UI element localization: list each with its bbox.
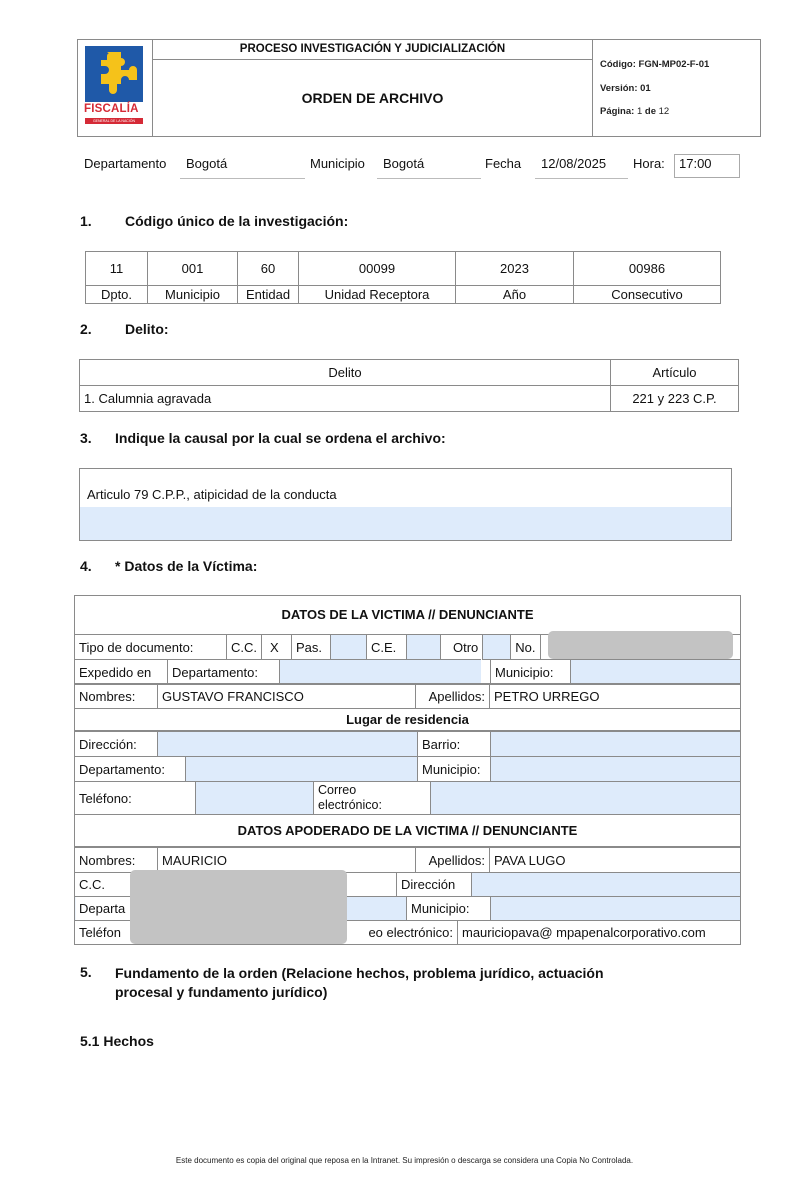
section-5-number: 5. xyxy=(80,964,92,980)
cc-label: C.C. xyxy=(227,635,262,660)
codigo-consecutivo: 00986 xyxy=(574,252,721,286)
label-anio: Año xyxy=(456,286,574,304)
ap-municipio-field[interactable] xyxy=(491,897,741,921)
apellidos-label: Apellidos: xyxy=(416,684,490,709)
expedido-departamento-label: Departamento: xyxy=(168,660,280,685)
ap-municipio-label: Municipio: xyxy=(407,897,491,921)
document-title: ORDEN DE ARCHIVO xyxy=(153,60,593,136)
spacer xyxy=(482,660,491,685)
section-2-title: Delito: xyxy=(125,321,169,337)
no-label: No. xyxy=(511,635,541,660)
causal-field[interactable] xyxy=(79,468,732,541)
section-2-number: 2. xyxy=(80,321,92,337)
redacted-document-number xyxy=(548,631,733,659)
section-4-title: * Datos de la Víctima: xyxy=(115,558,258,574)
correo-label: Correo electrónico: xyxy=(314,782,431,815)
causal-fill-area[interactable] xyxy=(80,507,731,540)
ce-checkbox[interactable] xyxy=(407,635,441,660)
section-1-number: 1. xyxy=(80,213,92,229)
pas-label: Pas. xyxy=(292,635,331,660)
expedido-municipio-label: Municipio: xyxy=(491,660,571,685)
departamento-field[interactable]: Bogotá xyxy=(180,156,305,179)
apoderado-header: DATOS APODERADO DE LA VICTIMA // DENUNCIANTE xyxy=(74,814,741,847)
label-entidad: Entidad xyxy=(238,286,299,304)
codigo: Código: FGN-MP02-F-01 xyxy=(600,59,710,70)
barrio-field[interactable] xyxy=(491,732,741,757)
codigo-entidad: 60 xyxy=(238,252,299,286)
ap-correo-value: mauriciopava@ mpapenalcorporativo.com xyxy=(458,921,741,945)
articulo-value: 221 y 223 C.P. xyxy=(611,386,739,412)
expedido-municipio-field[interactable] xyxy=(571,660,741,685)
direccion-label: Dirección: xyxy=(75,732,158,757)
logo-cell xyxy=(78,40,153,136)
label-dpto: Dpto. xyxy=(86,286,148,304)
section-1-title: Código único de la investigación: xyxy=(125,213,349,229)
victim-nombres-row xyxy=(74,683,741,709)
departamento-label: Departamento xyxy=(84,156,167,171)
ap-apellidos-label: Apellidos: xyxy=(416,848,490,873)
section-3-title: Indique la causal por la cual se ordena el archivo: xyxy=(115,430,446,446)
codigo-unidad: 00099 xyxy=(299,252,456,286)
apellidos-value: PETRO URREGO xyxy=(490,684,741,709)
pas-checkbox[interactable] xyxy=(331,635,367,660)
version: Versión: 01 xyxy=(600,83,651,94)
expedido-label: Expedido en xyxy=(75,660,168,685)
ap-nombres-value: MAURICIO xyxy=(158,848,416,873)
logo-text: FISCALÍA xyxy=(84,103,139,115)
victim-header: DATOS DE LA VICTIMA // DENUNCIANTE xyxy=(281,607,534,622)
section-4-number: 4. xyxy=(80,558,92,574)
document-header xyxy=(77,39,761,137)
otro-checkbox[interactable] xyxy=(483,635,511,660)
residencia-header: Lugar de residencia xyxy=(74,708,741,731)
fecha-field[interactable]: 12/08/2025 xyxy=(535,156,628,179)
tipo-doc-label: Tipo de documento: xyxy=(75,635,227,660)
ap-telefono-correo-labels: Teléfon eo electrónico: xyxy=(75,921,458,945)
direccion-field[interactable] xyxy=(158,732,418,757)
table-row xyxy=(80,386,739,412)
hora-label: Hora: xyxy=(633,156,665,171)
res-municipio-field[interactable] xyxy=(491,757,741,782)
res-municipio-label: Municipio: xyxy=(418,757,491,782)
pagina: Página: 1 de 12 xyxy=(600,106,670,117)
otro-label: Otro xyxy=(441,635,483,660)
col-articulo: Artículo xyxy=(611,360,739,386)
telefono-label: Teléfono: xyxy=(75,782,196,815)
telefono-field[interactable] xyxy=(196,782,314,815)
section-5-title: Fundamento de la orden (Relacione hechos, problema jurídico, actuación procesal y fundamento jurídico) xyxy=(115,965,604,1000)
codigo-dpto: 11 xyxy=(86,252,148,286)
codigo-unico-table xyxy=(85,251,721,304)
logo-subtext-bar: GENERAL DE LA NACIÓN xyxy=(85,118,143,124)
municipio-field[interactable]: Bogotá xyxy=(377,156,481,179)
ap-departamento-label: Departa xyxy=(75,897,407,921)
causal-value: Articulo 79 C.P.P., atipicidad de la conducta xyxy=(87,487,337,502)
fiscalia-logo-icon xyxy=(85,46,143,102)
redacted-apoderado-info xyxy=(130,870,347,944)
label-unidad: Unidad Receptora xyxy=(299,286,456,304)
barrio-label: Barrio: xyxy=(418,732,491,757)
hora-field[interactable]: 17:00 xyxy=(674,154,740,178)
cc-checkbox[interactable]: X xyxy=(262,635,292,660)
nombres-value: GUSTAVO FRANCISCO xyxy=(158,684,416,709)
nombres-label: Nombres: xyxy=(75,684,158,709)
footer-disclaimer: Este documento es copia del original que reposa en la Intranet. Su impresión o descarga se considera una Copia No Controlada. xyxy=(175,1156,634,1165)
expedido-departamento-field[interactable] xyxy=(280,660,482,685)
correo-field[interactable] xyxy=(431,782,741,815)
ap-apellidos-value: PAVA LUGO xyxy=(490,848,741,873)
telefono-row xyxy=(74,781,741,815)
label-consecutivo: Consecutivo xyxy=(574,286,721,304)
expedido-row xyxy=(74,659,741,685)
residencia-departamento-row xyxy=(74,756,741,782)
res-departamento-field[interactable] xyxy=(186,757,418,782)
ap-cc-label: C.C. xyxy=(75,873,397,897)
direccion-row xyxy=(74,731,741,757)
codigo-anio: 2023 xyxy=(456,252,574,286)
codigo-municipio: 001 xyxy=(148,252,238,286)
ap-direccion-field[interactable] xyxy=(472,873,741,897)
ap-nombres-label: Nombres: xyxy=(75,848,158,873)
delito-table xyxy=(79,359,739,412)
process-title: PROCESO INVESTIGACIÓN Y JUDICIALIZACIÓN xyxy=(153,40,593,60)
label-municipio: Municipio xyxy=(148,286,238,304)
col-delito: Delito xyxy=(80,360,611,386)
delito-value: 1. Calumnia agravada xyxy=(80,386,611,412)
ce-label: C.E. xyxy=(367,635,407,660)
section-3-number: 3. xyxy=(80,430,92,446)
municipio-label: Municipio xyxy=(310,156,365,171)
section-5-1-title: 5.1 Hechos xyxy=(80,1033,154,1049)
fecha-label: Fecha xyxy=(485,156,522,171)
res-departamento-label: Departamento: xyxy=(75,757,186,782)
ap-direccion-label: Dirección xyxy=(397,873,472,897)
